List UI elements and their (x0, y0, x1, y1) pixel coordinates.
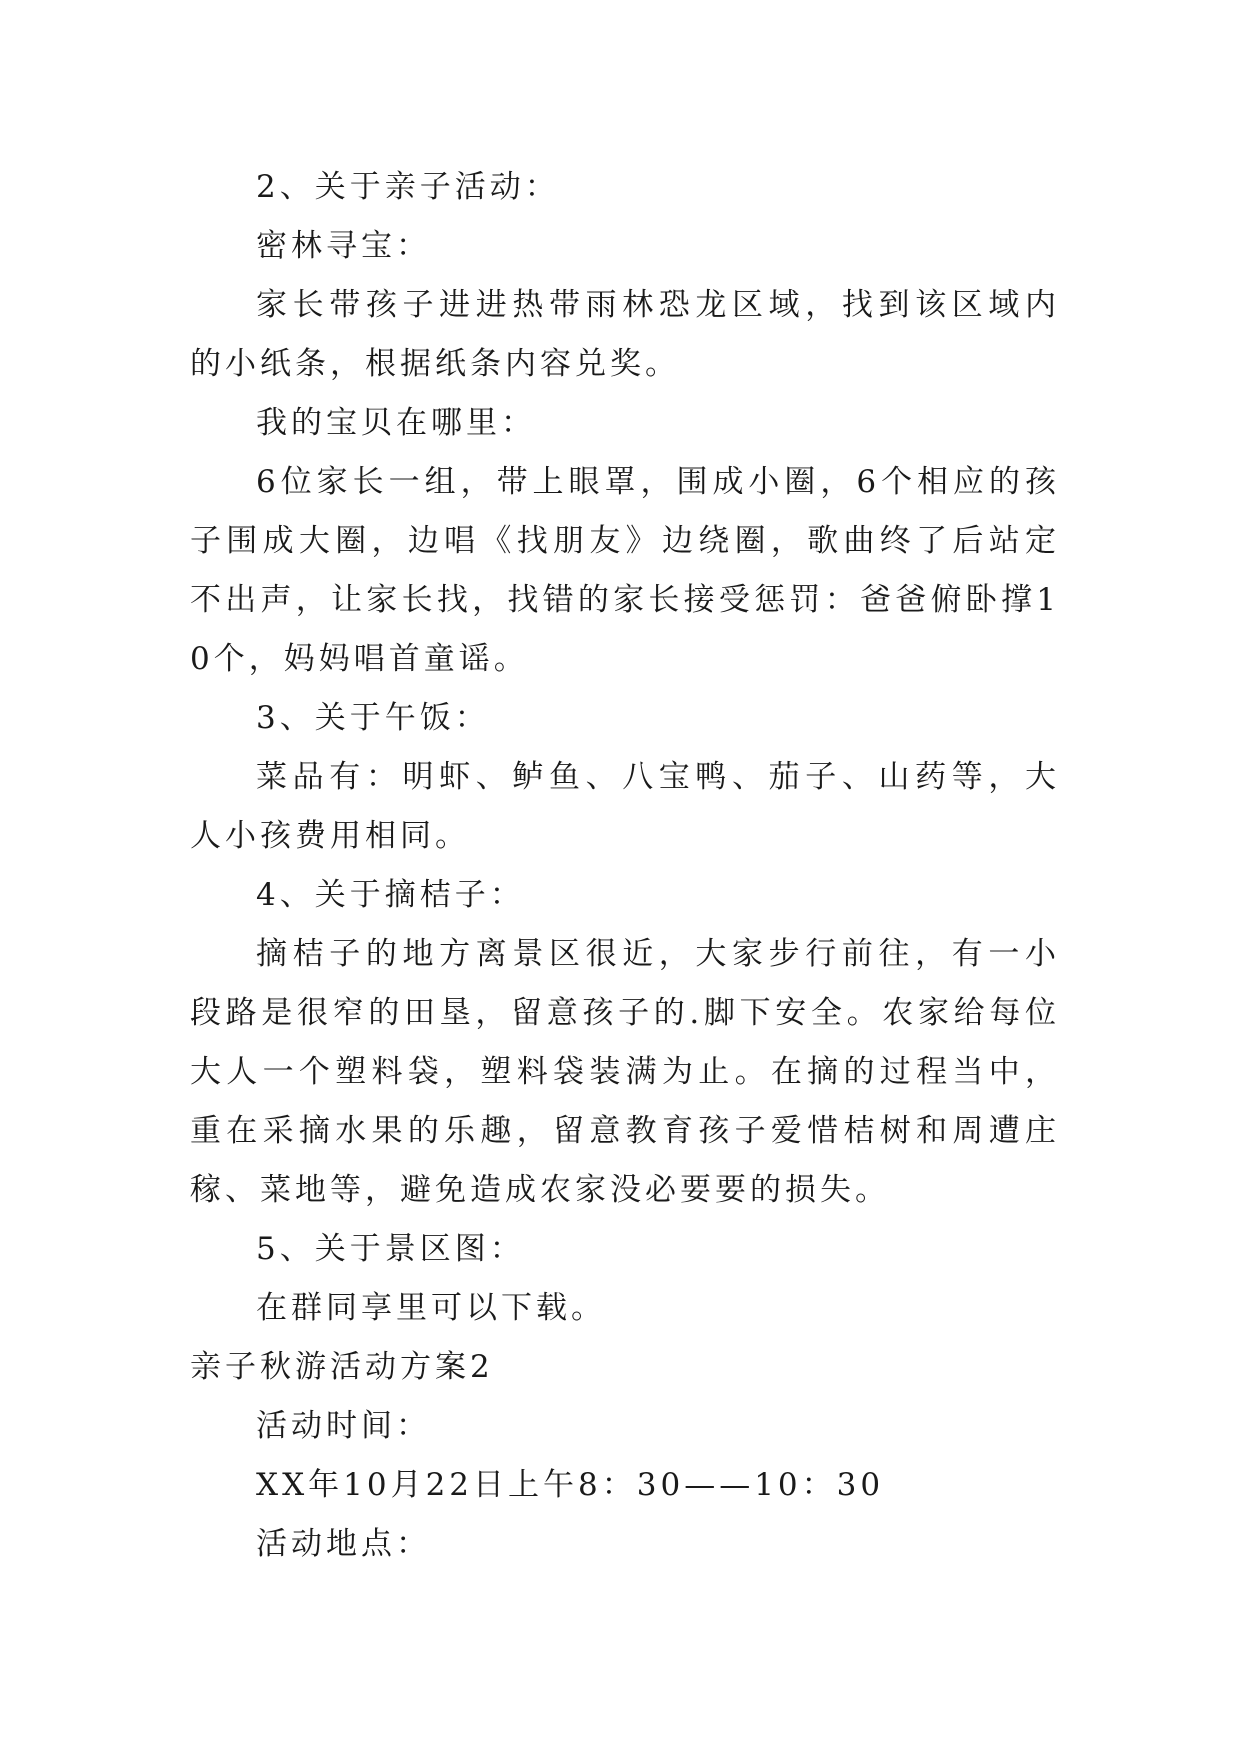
activity-title-where-is-my-baby: 我的宝贝在哪里： (256, 405, 536, 441)
scenic-map-description: 在群同享里可以下载。 (256, 1290, 606, 1326)
activity-time-label: 活动时间： (256, 1408, 431, 1444)
plan-title: 亲子秋游活动方案2 (190, 1349, 494, 1385)
orange-picking-description: 摘桔子的地方离景区很近，大家步行前往，有一小段路是很窄的田垦，留意孩子的.脚下安全。农家给每位大人一个塑料袋，塑料袋装满为止。在摘的过程当中，重在采摘水果的乐趣，留意教育孩子爱惜桔树和周遭庄稼、菜地等，避免造成农家没必要要的损失。 (190, 936, 1060, 1208)
section-heading-scenic-map: 5、关于景区图： (256, 1231, 525, 1267)
activity-description-treasure-hunt: 家长带孩子进进热带雨林恐龙区域，找到该区域内的小纸条，根据纸条内容兑奖。 (190, 287, 1060, 382)
section-heading-lunch: 3、关于午饭： (256, 700, 490, 736)
activity-time-value: XX年10月22日上午8：30——10：30 (256, 1467, 885, 1503)
activity-description-where-is-my-baby: 6位家长一组，带上眼罩，围成小圈，6个相应的孩子围成大圈，边唱《找朋友》边绕圈，歌曲终了后站定不出声，让家长找，找错的家长接受惩罚：爸爸俯卧撑10个，妈妈唱首童谣。 (190, 464, 1060, 677)
section-heading-orange-picking: 4、关于摘桔子： (256, 877, 525, 913)
document-body (190, 158, 1060, 1574)
lunch-description: 菜品有：明虾、鲈鱼、八宝鸭、茄子、山药等，大人小孩费用相同。 (190, 759, 1060, 854)
section-heading-parent-child-activities: 2、关于亲子活动： (256, 169, 560, 205)
activity-location-label: 活动地点： (256, 1526, 431, 1562)
activity-title-treasure-hunt: 密林寻宝： (256, 228, 431, 264)
